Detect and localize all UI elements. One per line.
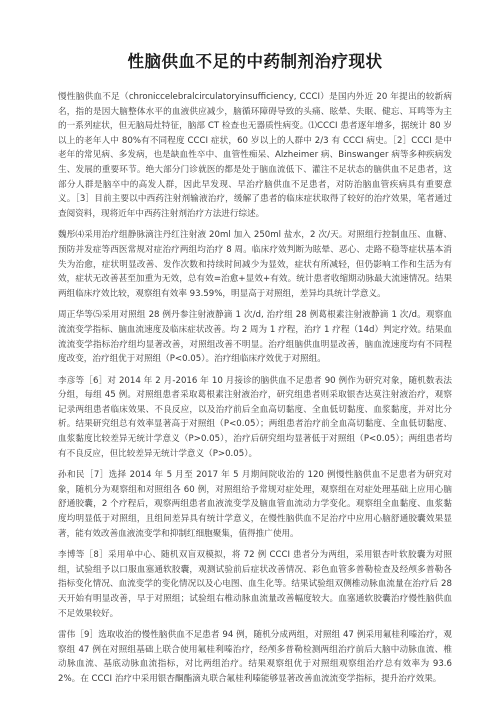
- paragraph-zhouzhenghua: 周正华等⑸采用对照组 28 例丹参注射液静滴 1 次/d, 治疗组 28 例葛根素注射液静滴 1 次/d。观察血流流变学指标、脑血流速度及临床症状改善。均 2 周为 1 疗程，治疗 1 疗程（14d）判定疗效。结果血流流变学指标治疗组均显著改善，对照组改善不明显。治疗组脑供血明显改善，脑血流速度均有不同程度改变，治疗组优于对照组（P<0.05）。治疗组临床疗效优于对照组。: [58, 310, 452, 365]
- document-title: 性脑供血不足的中药制剂治疗现状: [127, 52, 383, 71]
- paragraph-leiwei: 雷伟［9］选取收治的慢性脑供血不足患者 94 例，随机分成两组，对照组 47 例采用氟桂利嗪治疗，观察组 47 例在对照组基础上联合使用氟桂利嗪治疗，经颅多普勒检测两组治疗前后大脑中动脉血流、椎动脉血流、基底动脉血流指标，对比两组治疗。结果观察组优于对照组观察组治疗总有效率为 93.62%。在 CCCI 治疗中采用银杏酮酯滴丸联合氟桂利嗪能够显著改善血流流变学指标，提升治疗效果。: [58, 630, 452, 684]
- paragraph-intro: 慢性脑供血不足（chroniccelebralcirculatoryinsufficiency, CCCI）是国内外近 20 年提出的较新病名，指的是因大脑整体水平的血液供应减少，脑循环障碍导致的头痛、眩晕、失眠、健忘、耳鸣等为主的一系列症状，但无脑局灶特征，脑部 CT 检查也无器质性病变。⑴CCCI 患者逐年增多，据统计 80 岁以上的老年人中 80%有不同程度 CCCI 症状，60 岁以上的人群中 2/3 有 CCCI 病史。［2］CCCI 是中老年的常见病、多发病，也是缺血性卒中、血管性痴呆、Alzheimer 病、Binswanger 病等多种疾病发生、发展的重要环节。绝大部分门诊就医的都是处于脑血流低下、灌注不足状态的脑供血不足患者，这部分人群是脑卒中的高发人群，因此早发现、早治疗脑供血不足患者，对防治脑血管疾病具有重要意义。［3］目前主要以中西药注射剂输液治疗，缓解了患者的临床症状取得了较好的治疗效果，笔者通过查阅资料，现将近年中西药注射剂治疗方法进行综述。: [58, 92, 452, 219]
- paragraph-liyan: 李彦等［6］对 2014 年 2 月-2016 年 10 月接诊的脑供血不足患者 90 例作为研究对象，随机数表法分组，每组 45 例。对照组患者采取葛根素注射液治疗，研究组患者则采取银杏达莫注射液治疗，观察记录两组患者临床效果、不良反应，以及治疗前后全血高切黏度、全血低切黏度、血浆黏度，并对比分析。结果研究组总有效率显著高于对照组（P<0.05）；两组患者治疗前全血高切黏度、全血低切黏度、血浆黏度比较差异无统计学意义（P>0.05），治疗后研究组均显著低于对照组（P<0.05）；两组患者均有不良反应，但比较差异无统计学意义（P>0.05）。: [58, 375, 452, 459]
- paragraph-libo: 李博等［8］采用单中心、随机双盲双模拟，将 72 例 CCCI 患者分为两组，采用银杏叶软胶囊为对照组，试验组予以口服血塞通软胶囊，观测试验前后症状改善情况、彩色血管多普勒检查及经颅多普勒各指标变化情况、血流变学的变化情况以及心电图、血生化等。结果试验组双侧椎动脉血流量在治疗后 28 天开始有明显改善，早于对照组；试验组右椎动脉血流量改善幅度较大。血塞通软胶囊治疗慢性脑供血不足效果较好。: [58, 550, 452, 619]
- paragraph-weitong: 魏彤⑷采用治疗组静脉滴注丹红注射液 20ml 加入 250ml 盐水，2 次/天。对照组行控制血压、血糖、预防并发症等西医常规对症治疗两组均治疗 8 周。临床疗效判断为眩晕、恶心、走路不稳等症状基本消失为治愈，症状明显改善、发作次数和持续时间减少为显效，症状有所减轻，但仍影响工作和生活为有效，症状无改善甚至加重为无效，总有效=治愈+显效+有效。统计患者收缩期动脉最大流速情况。结果两组临床疗效比较，观察组有效率 93.59%，明显高于对照组，差异均具统计学意义。: [58, 230, 452, 299]
- paragraph-sunhemin: 孙和民［7］选择 2014 年 5 月至 2017 年 5 月期间院收治的 120 例慢性脑供血不足患者为研究对象，随机分为观察组和对照组各 60 例，对照组给予常规对症处理，观察组在对症处理基础上应用心脑舒通胶囊，2 个疗程后，观察两组患者血液流变学及脑血管血流动力学变化。观察组全血黏度、血浆黏度均明显低于对照组，且组间差异具有统计学意义，在慢性脑供血不足治疗中应用心脑舒通胶囊效果显著，能有效改善血液流变学和抑制红细胞聚集，值得推广使用。: [58, 470, 452, 539]
